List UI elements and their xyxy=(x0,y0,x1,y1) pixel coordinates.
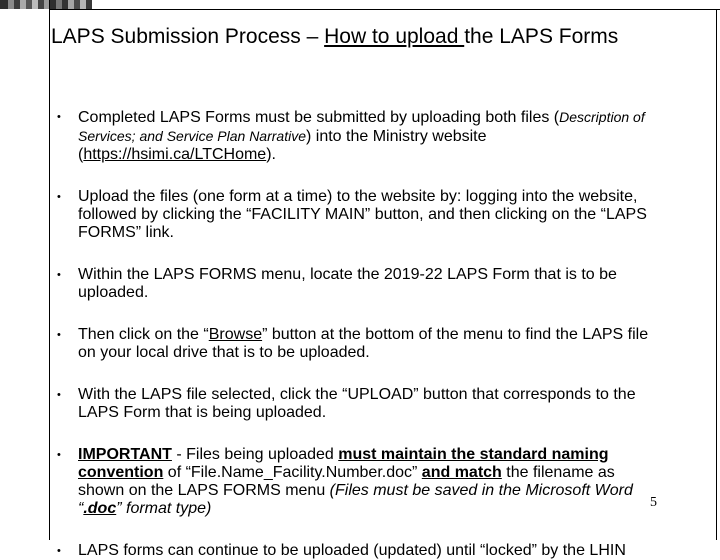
bullet-item: • Completed LAPS Forms must be submitted by uploading both files (Description of Services; and Service Plan Narrative) into the Ministry website (https://hsimi.ca/LTCHome). xyxy=(57,109,645,163)
bullet-item: • LAPS forms can continue to be uploaded (updated) until “locked” by the LHIN xyxy=(57,542,626,559)
bullet-dot: • xyxy=(57,191,61,203)
bullet-dot: • xyxy=(57,449,61,461)
bullet-item: • Then click on the “Browse” button at the bottom of the menu to find the LAPS file on your local drive that is to be uploaded. xyxy=(57,326,649,361)
bullet-dot: • xyxy=(57,545,61,557)
ministry-website-link[interactable]: https://hsimi.ca/LTCHome xyxy=(83,146,267,163)
bullet-dot: • xyxy=(57,269,61,281)
bullet-item: • With the LAPS file selected, click the “UPLOAD” button that corresponds to the LAPS Form that is being uploaded. xyxy=(57,386,636,421)
title-underlined-text: How to upload xyxy=(324,25,465,48)
browse-underlined: Browse xyxy=(208,326,263,343)
top-accent-bar xyxy=(0,0,720,9)
bullet-dot: • xyxy=(57,111,61,123)
bullet-item: • Upload the files (one form at a time) to the website by: logging into the website, followed by clicking the “FACILITY MAIN” button, and then clicking on the “LAPS FORMS” link. xyxy=(57,188,647,241)
bullet-list xyxy=(52,108,662,560)
header-rule xyxy=(49,9,720,10)
page-number: 5 xyxy=(650,495,657,510)
bullet-dot: • xyxy=(57,329,61,341)
important-label: IMPORTANT xyxy=(78,446,172,463)
slide-title: LAPS Submission Process – How to upload the LAPS Forms xyxy=(51,25,619,48)
bullet-item: • IMPORTANT - Files being uploaded must maintain the standard naming convention of “File.Name_Facility.Number.doc” and match the filename as shown on the LAPS FORMS menu (Files must be saved in the Microsoft Word “.doc” format type) xyxy=(57,446,633,517)
bullet-dot: • xyxy=(57,389,61,401)
bullet-item: • Within the LAPS FORMS menu, locate the 2019-22 LAPS Form that is to be uploaded. xyxy=(57,266,617,301)
left-rule xyxy=(49,0,50,540)
right-rule xyxy=(716,9,717,540)
